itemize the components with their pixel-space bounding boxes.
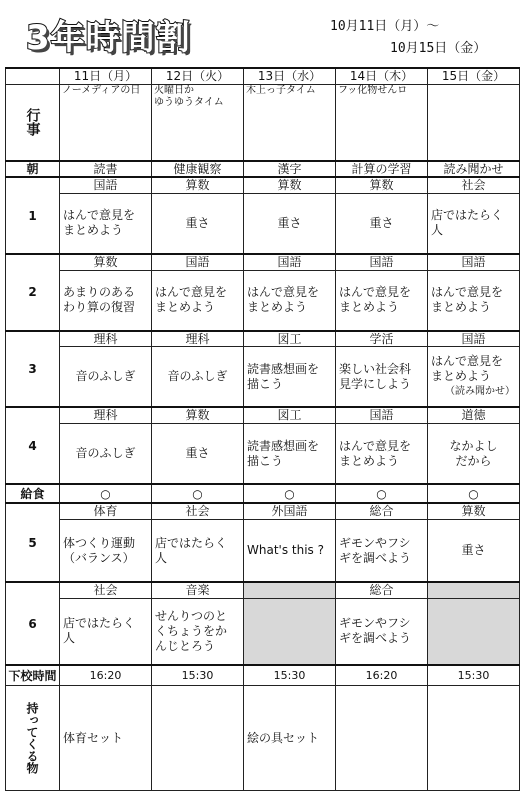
event-cell: 火曜日か ゆうゆうタイム [152, 84, 244, 161]
subject-cell: 道徳 [428, 407, 520, 423]
lesson-cell [244, 270, 336, 331]
lesson-cell [428, 347, 520, 408]
lesson-cell [428, 424, 520, 485]
lunch-mark: ○ [60, 484, 152, 503]
events-label-text: 行事 [24, 108, 41, 137]
period-number: 1 [6, 177, 60, 254]
corner-cell [6, 68, 60, 84]
lesson-text: はんで意見を まとめよう [431, 285, 504, 315]
period-number: 5 [6, 503, 60, 582]
morning-activity: 計算の学習 [336, 161, 428, 177]
date-range [330, 16, 486, 60]
lesson-text: 音のふしぎ [75, 446, 136, 461]
subject-cell: 算数 [336, 177, 428, 193]
lesson-cell [60, 520, 152, 583]
lesson-text: 重さ [369, 215, 394, 230]
lesson-cell [60, 598, 152, 665]
lesson-text: What's this ? [247, 543, 324, 558]
dismissal-time: 16:20 [336, 665, 428, 685]
subject-cell: 国語 [60, 177, 152, 193]
subject-cell: 総合 [336, 582, 428, 598]
subject-cell: 総合 [336, 503, 428, 519]
lesson-cell [244, 520, 336, 583]
subject-cell: 理科 [60, 407, 152, 423]
lesson-cell [336, 520, 428, 583]
page-title: 3年時間割 [26, 18, 191, 58]
lesson-cell [336, 270, 428, 331]
lesson-cell [336, 347, 428, 408]
lesson-text: 重さ [185, 446, 210, 461]
morning-activity: 漢字 [244, 161, 336, 177]
lesson-cell [152, 270, 244, 331]
lesson-cell [60, 270, 152, 331]
bring-item [428, 685, 520, 790]
subject-cell: 算数 [152, 177, 244, 193]
subject-cell: 体育 [60, 503, 152, 519]
subject-cell [428, 582, 520, 598]
lesson-cell [336, 598, 428, 665]
timetable [5, 67, 520, 791]
lesson-text: はんで意見を まとめよう [155, 285, 228, 315]
lesson-cell [336, 424, 428, 485]
lesson-text: ギモンやフシ ギを調べよう [339, 616, 412, 646]
lesson-text: 読書感想画を 描こう [247, 361, 320, 391]
lesson-text: せんりつのと くちょうをか んじとろう [155, 608, 228, 653]
lesson-cell [244, 347, 336, 408]
subject-cell: 算数 [60, 254, 152, 270]
lesson-text: 店ではたらく 人 [155, 535, 228, 565]
lesson-cell [152, 598, 244, 665]
lesson-text: 楽しい社会科 見学にしよう [339, 361, 412, 391]
lesson-text: はんで意見を まとめよう [431, 354, 504, 384]
subject-cell: 国語 [152, 254, 244, 270]
dismissal-time: 15:30 [152, 665, 244, 685]
subject-cell: 学活 [336, 331, 428, 347]
date-range-start: 10月11日（月）～ [330, 19, 440, 34]
lesson-text: 読書感想画を 描こう [247, 438, 320, 468]
subject-cell: 音楽 [152, 582, 244, 598]
period-number: 2 [6, 254, 60, 331]
dismissal-time: 16:20 [60, 665, 152, 685]
day-header: 11日（月） [60, 68, 152, 84]
lesson-text: はんで意見を まとめよう [339, 285, 412, 315]
bring-label [6, 685, 60, 790]
lesson-text: ギモンやフシ ギを調べよう [339, 535, 412, 565]
subject-cell: 国語 [428, 254, 520, 270]
lesson-text: 店ではたらく 人 [63, 616, 136, 646]
subject-cell: 理科 [60, 331, 152, 347]
lesson-note: （読み聞かせ） [445, 386, 515, 398]
lesson-text: はんで意見を まとめよう [339, 438, 412, 468]
lesson-cell [244, 424, 336, 485]
lesson-cell [152, 193, 244, 254]
morning-label: 朝 [6, 161, 60, 177]
lesson-cell [152, 347, 244, 408]
subject-cell: 社会 [152, 503, 244, 519]
subject-cell: 図工 [244, 331, 336, 347]
day-header: 14日（木） [336, 68, 428, 84]
lesson-cell [428, 193, 520, 254]
lesson-text: 店ではたらく 人 [431, 208, 504, 238]
lesson-cell [60, 424, 152, 485]
lesson-text: なかよし だから [449, 438, 498, 468]
dismissal-time: 15:30 [428, 665, 520, 685]
bring-item [336, 685, 428, 790]
lunch-mark: ○ [428, 484, 520, 503]
event-cell: ノーメディアの日 [60, 84, 152, 161]
period-number: 3 [6, 331, 60, 408]
subject-cell: 国語 [336, 407, 428, 423]
bring-item: 体育セット [60, 685, 152, 790]
lesson-text: 音のふしぎ [75, 369, 136, 384]
lesson-cell [60, 193, 152, 254]
morning-activity: 健康観察 [152, 161, 244, 177]
event-cell [428, 84, 520, 161]
lesson-cell [60, 347, 152, 408]
subject-cell [244, 582, 336, 598]
lesson-text: 重さ [277, 215, 302, 230]
lunch-mark: ○ [244, 484, 336, 503]
subject-cell: 理科 [152, 331, 244, 347]
lesson-text: 重さ [185, 215, 210, 230]
subject-cell: 図工 [244, 407, 336, 423]
lesson-cell [244, 598, 336, 665]
lesson-cell [152, 520, 244, 583]
lesson-cell [152, 424, 244, 485]
subject-cell: 社会 [428, 177, 520, 193]
subject-cell: 算数 [244, 177, 336, 193]
lesson-cell [428, 270, 520, 331]
morning-activity: 読書 [60, 161, 152, 177]
events-label [6, 84, 60, 161]
bring-label-text: 持ってくる物 [25, 701, 39, 774]
lunch-label: 給食 [6, 484, 60, 503]
lesson-cell [244, 193, 336, 254]
morning-activity: 読み聞かせ [428, 161, 520, 177]
period-number: 4 [6, 407, 60, 484]
bring-item [152, 685, 244, 790]
lesson-text: 音のふしぎ [167, 369, 228, 384]
dismissal-time: 15:30 [244, 665, 336, 685]
lesson-cell [428, 520, 520, 583]
subject-cell: 国語 [428, 331, 520, 347]
lunch-mark: ○ [152, 484, 244, 503]
lesson-text: 重さ [461, 543, 486, 558]
period-number: 6 [6, 582, 60, 665]
subject-cell: 社会 [60, 582, 152, 598]
day-header: 12日（火） [152, 68, 244, 84]
day-header: 15日（金） [428, 68, 520, 84]
lesson-cell [336, 193, 428, 254]
lesson-cell [428, 598, 520, 665]
event-cell: 木上っ子タイム [244, 84, 336, 161]
subject-cell: 外国語 [244, 503, 336, 519]
dismissal-label: 下校時間 [6, 665, 60, 685]
lesson-text: はんで意見を まとめよう [63, 208, 136, 238]
lesson-text: はんで意見を まとめよう [247, 285, 320, 315]
lesson-text: 体つくり運動 （バランス） [63, 535, 136, 565]
subject-cell: 算数 [152, 407, 244, 423]
bring-item: 絵の具セット [244, 685, 336, 790]
event-cell: フッ化物せんロ [336, 84, 428, 161]
subject-cell: 国語 [244, 254, 336, 270]
lesson-text: あまりのある わり算の復習 [63, 285, 136, 315]
lunch-mark: ○ [336, 484, 428, 503]
day-header: 13日（水） [244, 68, 336, 84]
subject-cell: 国語 [336, 254, 428, 270]
date-range-end: 10月15日（金） [390, 41, 487, 56]
subject-cell: 算数 [428, 503, 520, 519]
